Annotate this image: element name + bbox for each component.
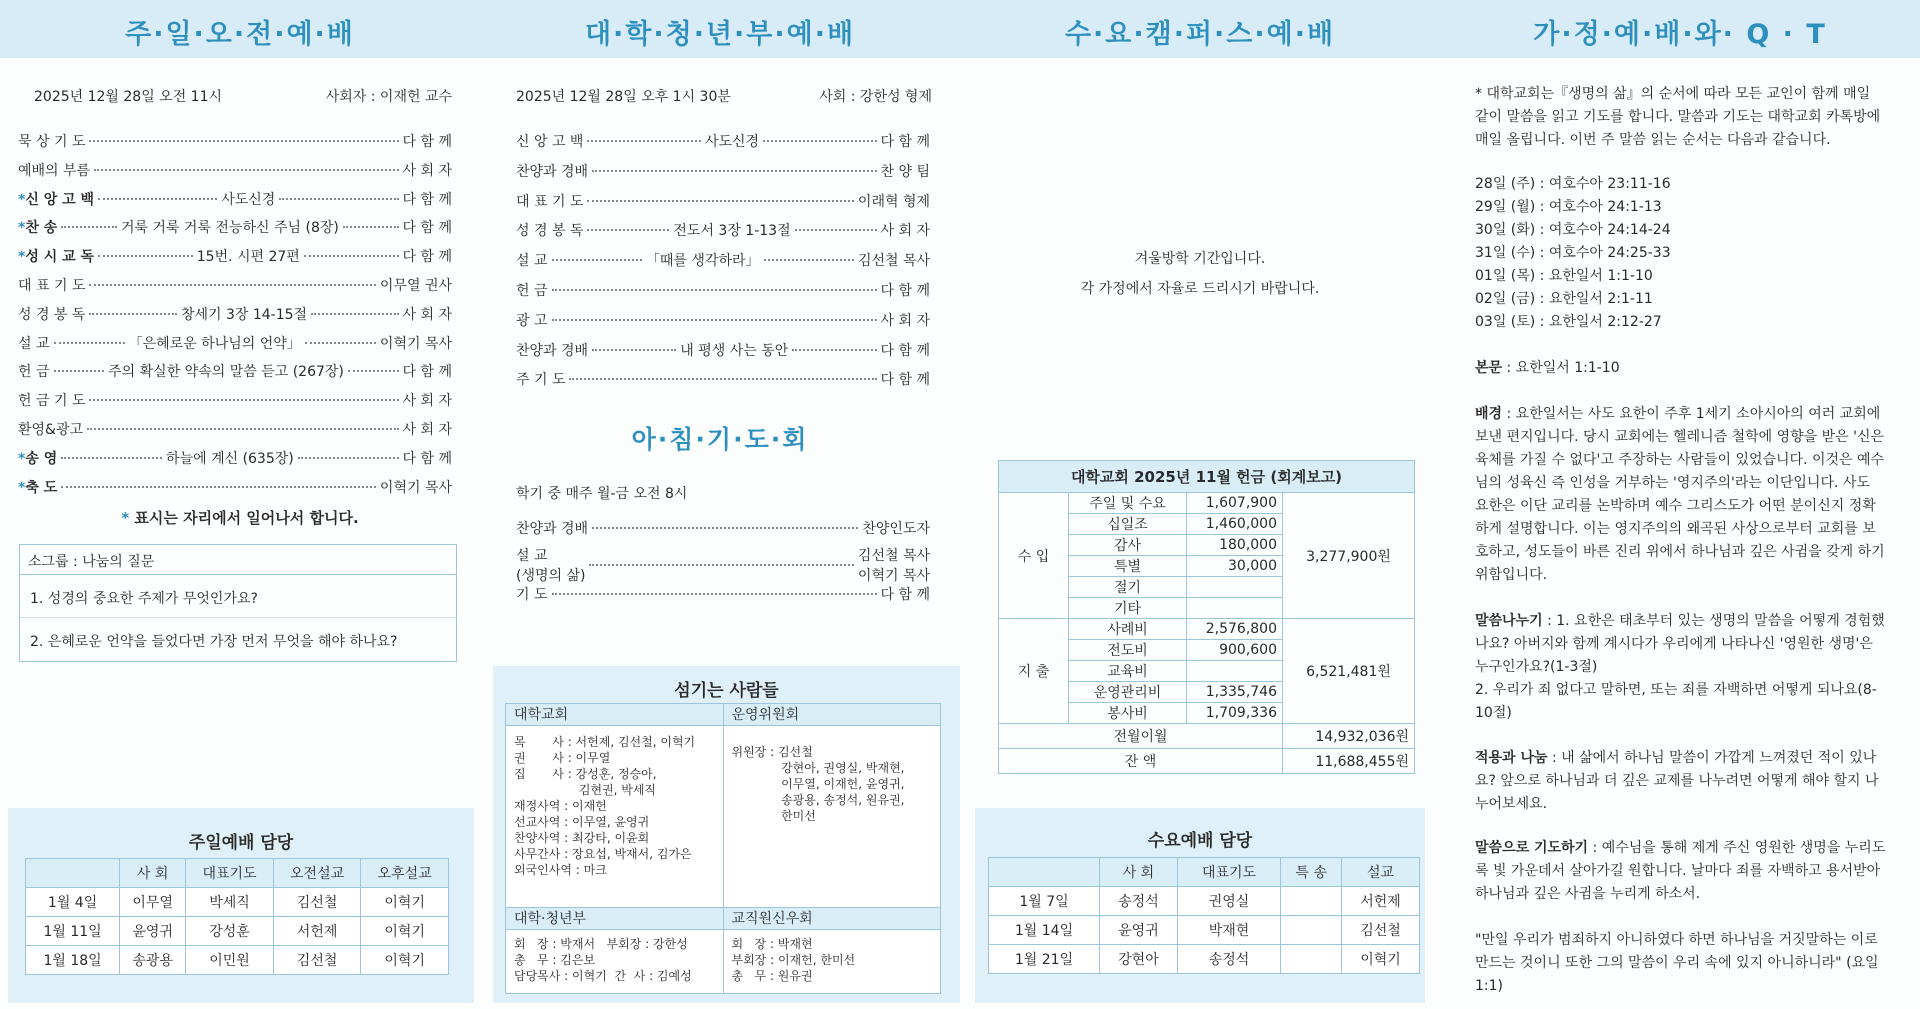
- order-label: 찬양과 경배: [516, 342, 589, 359]
- finance-title: 대학교회 2025년 11월 헌금 (회계보고): [999, 461, 1415, 493]
- order-label: [18, 217, 57, 237]
- order-row: [516, 250, 930, 270]
- order-person: 사 회 자: [880, 312, 930, 329]
- committee-list: [723, 726, 941, 908]
- leader-dots: [298, 457, 399, 459]
- finance-item-label: 십일조: [1069, 514, 1187, 535]
- prayer-label: 기 도: [516, 587, 548, 603]
- finance-item-value: 900,600: [1187, 640, 1283, 661]
- schedule-cell: 송광용: [120, 946, 186, 975]
- order-row: [18, 189, 452, 209]
- leader-dots: [552, 289, 877, 291]
- schedule-cell: 이무열: [120, 888, 186, 917]
- youth-header: 대·학·청·년·부·예·배: [584, 19, 856, 50]
- staff-line: 송광용, 송정석, 원유권,: [731, 793, 905, 807]
- reading-item: 31일 (수) : 여호수아 24:25-33: [1475, 245, 1671, 261]
- schedule-header-cell: 오전설교: [273, 859, 361, 888]
- finance-item-value: 2,576,800: [1187, 619, 1283, 640]
- stand-marker: *: [18, 220, 26, 237]
- order-label: [18, 189, 94, 209]
- order-person: 이혁기 목사: [379, 335, 452, 352]
- schedule-row: [26, 917, 449, 946]
- small-group-title: 소그룹 : 나눔의 질문: [20, 545, 456, 575]
- leader-dots: [348, 370, 399, 372]
- order-label: 헌 금: [18, 364, 50, 381]
- prayer-person: 이혁기 목사: [857, 568, 930, 584]
- reading-item: 02일 (금) : 요한일서 2:1-11: [1475, 291, 1653, 307]
- leader-dots: [569, 378, 876, 380]
- staff-line: 한미선: [731, 809, 816, 823]
- finance-item-label: 감사: [1069, 535, 1187, 556]
- leader-dots: [61, 226, 117, 228]
- staff-line: 김현권, 박세직: [514, 783, 657, 797]
- order-detail: 「때를 생각하라」: [645, 253, 760, 270]
- finance-row: [999, 724, 1415, 749]
- order-row: [18, 419, 452, 439]
- order-person: 사 회 자: [402, 306, 453, 323]
- schedule-cell: 이혁기: [361, 946, 449, 975]
- order-label: [18, 448, 57, 468]
- finance-balance-label: 잔 액: [999, 749, 1283, 774]
- leader-dots: [592, 527, 858, 529]
- order-row: [516, 310, 930, 330]
- serve-title: 섬기는 사람들: [674, 681, 779, 701]
- leader-dots: [87, 428, 399, 430]
- finance-row: [999, 749, 1415, 774]
- morning-prayer-time: 학기 중 매주 월-금 오전 8시: [516, 486, 688, 502]
- finance-section-label: 지 출: [999, 619, 1069, 724]
- qt-prayer: 말씀으로 기도하기 : 예수님을 통해 제게 주신 영원한 생명을 누리도록 빛 가운데서 살아가길 원합니다. 날마다 죄를 자백하고 용서받아 하나님과 깊은 사귐을 누리게 하소서.: [1475, 840, 1886, 902]
- schedule-cell: 이혁기: [361, 888, 449, 917]
- leader-dots: [89, 140, 398, 142]
- youth-staff-list: [506, 930, 724, 994]
- qt-sharing: 말씀나누기 : 1. 요한은 태초부터 있는 생명의 말씀을 어떻게 경험했나요? 아버지와 함께 계시다가 우리에게 나타나신 '영원한 생명'은 누구인가요?(1-3절) 2. 우리가 죄 없다고 말하면, 또는 죄를 자백하면 어떻게 되나요(8-10절): [1475, 613, 1885, 721]
- qt-background: 배경 : 요한일서는 사도 요한이 주후 1세기 소아시아의 여러 교회에 보낸 편지입니다. 당시 교회에는 헬레니즘 철학에 영향을 받은 '신은 육체를 가질 수 없다'고 주장하는 사람들이 있었습니다. 이것은 예수님의 성육신 즉 인성을 거부하는 '영지주의'라는 이단입니다. 사도 요한은 이단 교리를 논박하며 예수 그리스도가 어떤 분이신지 정확하게 설명합니다. 이는 영지주의의 왜곡된 사상으로부터 교회를 보호하고, 성도들이 바른 진리 위에서 하나님과 깊은 사귐을 갖게 하기 위함입니다.: [1475, 406, 1885, 583]
- finance-report-table: [998, 460, 1415, 774]
- leader-dots: [61, 457, 162, 459]
- small-group-question: 2. 은혜로운 언약을 들었다면 가장 먼저 무엇을 해야 하나요?: [30, 634, 398, 650]
- schedule-cell: 박재현: [1177, 916, 1280, 945]
- schedule-header-cell: 대표기도: [186, 859, 274, 888]
- finance-item-value: [1187, 577, 1283, 598]
- youth-staff-title: 대학·청년부: [506, 908, 724, 930]
- finance-item-value: 1,460,000: [1187, 514, 1283, 535]
- finance-item-value: 30,000: [1187, 556, 1283, 577]
- schedule-cell: 김선철: [273, 888, 361, 917]
- sunday-duty-title: 주일예배 담당: [188, 833, 294, 853]
- finance-section-total: 6,521,481원: [1283, 619, 1415, 724]
- staff-line: 위원장 : 김선철: [731, 745, 813, 759]
- order-row: [516, 131, 930, 151]
- small-group-question: 1. 성경의 중요한 주제가 무엇인가요?: [20, 575, 456, 618]
- schedule-header-cell: [26, 859, 120, 888]
- order-row: [18, 361, 452, 381]
- order-detail: 내 평생 사는 동안: [680, 342, 789, 359]
- leader-dots: [304, 255, 399, 257]
- vacation-notice: 겨울방학 기간입니다.: [1134, 251, 1266, 267]
- staff-line: 재정사역 : 이재헌: [514, 799, 607, 813]
- prayer-label: 찬양과 경배: [516, 521, 589, 537]
- prayer-row: [516, 584, 930, 604]
- order-row: [516, 220, 930, 240]
- schedule-row: [26, 888, 449, 917]
- staff-line: 회 장 : 박재서 부회장 : 강한성: [514, 937, 688, 951]
- order-label: 대 표 기 도: [18, 278, 86, 294]
- order-row: [516, 161, 930, 181]
- schedule-cell: 1월 14일: [989, 916, 1100, 945]
- schedule-header-row: [26, 859, 449, 888]
- youth-leader: 사회 : 강한성 형제: [819, 89, 932, 105]
- order-person: 다 함 께: [880, 372, 930, 389]
- order-row: [18, 131, 452, 151]
- order-label: 환영&광고: [18, 422, 84, 438]
- finance-carry-value: 14,932,036원: [1283, 724, 1415, 749]
- schedule-cell: 1월 4일: [26, 888, 120, 917]
- schedule-cell: 권영실: [1177, 887, 1280, 916]
- order-person: 사 회 자: [402, 393, 452, 410]
- prayer-person: 김선철 목사 이혁기 목사: [857, 548, 930, 584]
- schedule-header-cell: 사 회: [1100, 858, 1178, 887]
- order-row: [18, 246, 452, 266]
- order-row: [18, 477, 452, 497]
- order-label-text: 축 도: [25, 479, 58, 496]
- order-person: 다 함 께: [880, 342, 930, 359]
- order-detail: 거룩 거룩 거룩 전능하신 주님 (8장): [120, 220, 339, 237]
- order-label: 광 고: [516, 312, 548, 329]
- stand-marker: *: [18, 479, 26, 496]
- leader-dots: [305, 342, 376, 344]
- order-row: [18, 160, 452, 180]
- sunday-leader: 사회자 : 이재헌 교수: [325, 89, 452, 105]
- stand-marker: *: [18, 450, 26, 467]
- finance-balance-value: 11,688,455원: [1283, 749, 1415, 774]
- schedule-cell: 송정석: [1100, 887, 1178, 916]
- order-person: 사 회 자: [880, 223, 931, 240]
- order-row: [516, 340, 930, 360]
- schedule-header-cell: 오후설교: [361, 859, 449, 888]
- committee-title: 운영위원회: [723, 704, 941, 726]
- schedule-cell: 강현아: [1100, 945, 1178, 974]
- schedule-cell: 이혁기: [1342, 945, 1420, 974]
- finance-row: [999, 619, 1415, 640]
- youth-date: 2025년 12월 28일 오후 1시 30분: [516, 89, 731, 105]
- staff-line: 찬양사역 : 최강타, 이윤회: [514, 831, 650, 845]
- leader-dots: [61, 486, 376, 488]
- order-label: 설 교: [516, 253, 548, 270]
- finance-item-value: [1187, 598, 1283, 619]
- finance-item-label: 사례비: [1069, 619, 1187, 640]
- small-group-box: [19, 544, 457, 662]
- schedule-header-row: [989, 858, 1420, 887]
- morning-prayer-title: 아·침·기·도·회: [631, 425, 809, 454]
- order-person: 김선철 목사: [857, 253, 931, 270]
- wednesday-duty-title: 수요예배 담당: [1147, 831, 1253, 851]
- finance-row: [999, 493, 1415, 514]
- order-detail: 15번. 시편 27편: [196, 249, 300, 266]
- finance-section-total: 3,277,900원: [1283, 493, 1415, 619]
- schedule-cell: 이민원: [186, 946, 274, 975]
- finance-item-label: 기타: [1069, 598, 1187, 619]
- schedule-row: [989, 916, 1420, 945]
- schedule-cell: 김선철: [273, 946, 361, 975]
- finance-item-label: 절기: [1069, 577, 1187, 598]
- schedule-cell: [1281, 945, 1342, 974]
- staff-line: 권 사 : 이무열: [514, 751, 611, 765]
- order-person: 이혁기 목사: [379, 479, 452, 496]
- schedule-cell: 김선철: [1342, 916, 1420, 945]
- staff-line: 총 무 : 원유권: [731, 969, 813, 983]
- finance-title-row: [999, 461, 1415, 493]
- finance-item-label: 전도비: [1069, 640, 1187, 661]
- order-person: 다 함 께: [402, 249, 453, 266]
- leader-dots: [311, 313, 398, 315]
- stand-note: * 표시는 자리에서 일어나서 합니다.: [121, 509, 359, 527]
- order-label: 성 경 봉 독: [516, 223, 584, 240]
- prayer-label: 설 교 (생명의 삶): [516, 548, 586, 584]
- finance-item-label: 교육비: [1069, 661, 1187, 682]
- vacation-notice-sub: 각 가정에서 자율로 드리시기 바랍니다.: [1080, 281, 1320, 297]
- leader-dots: [552, 259, 642, 261]
- staff-line: 회 장 : 박재현: [731, 937, 813, 951]
- schedule-cell: 박세직: [186, 888, 274, 917]
- sunday-date: 2025년 12월 28일 오전 11시: [34, 89, 223, 105]
- finance-item-label: 주일 및 수요: [1069, 493, 1187, 514]
- finance-item-value: 1,335,746: [1187, 682, 1283, 703]
- leader-dots: [587, 229, 669, 231]
- order-detail: 창세기 3장 14-15절: [180, 306, 308, 323]
- reading-item: 28일 (주) : 여호수아 23:11-16: [1475, 176, 1671, 192]
- church-staff-list: [506, 726, 724, 908]
- schedule-cell: 윤영귀: [120, 917, 186, 946]
- qt-application: 적용과 나눔 : 내 삶에서 하나님 말씀이 가깝게 느껴졌던 적이 있나요? 앞으로 하나님과 더 깊은 교제를 나누려면 어떻게 해야 할지 나누어보세요.: [1475, 750, 1879, 812]
- schedule-cell: 송정석: [1177, 945, 1280, 974]
- schedule-cell: 1월 21일: [989, 945, 1100, 974]
- prayer-person: 다 함 께: [880, 587, 930, 603]
- leader-dots: [592, 170, 876, 172]
- finance-item-value: [1187, 661, 1283, 682]
- finance-item-label: 운영관리비: [1069, 682, 1187, 703]
- schedule-row: [989, 887, 1420, 916]
- order-label: 헌 금: [516, 283, 548, 299]
- schedule-header-cell: 설교: [1342, 858, 1420, 887]
- order-row: [18, 390, 452, 410]
- leader-dots: [587, 140, 700, 142]
- order-label-text: 성 시 교 독: [25, 249, 95, 266]
- order-label: [18, 246, 94, 266]
- order-label-text: 송 영: [25, 450, 58, 467]
- leader-dots: [764, 259, 854, 261]
- schedule-cell: 윤영귀: [1100, 916, 1178, 945]
- schedule-cell: 서헌제: [273, 917, 361, 946]
- schedule-cell: 서헌제: [1342, 887, 1420, 916]
- qt-header: 가·정·예·배·와· Q · T: [1533, 19, 1827, 50]
- order-label-text: 찬 송: [25, 220, 58, 237]
- schedule-cell: 1월 7일: [989, 887, 1100, 916]
- order-row: [18, 333, 452, 353]
- leader-dots: [792, 349, 876, 351]
- order-label: 찬양과 경배: [516, 163, 589, 180]
- order-detail: 주의 확실한 약속의 말씀 듣고 (267장): [108, 364, 344, 381]
- prayer-sublabel: (생명의 삶): [516, 568, 586, 584]
- order-detail: 사도신경: [704, 134, 760, 150]
- stand-marker: *: [18, 249, 26, 266]
- order-label-text: 신 앙 고 백: [25, 191, 95, 208]
- schedule-header-cell: 사 회: [120, 859, 186, 888]
- finance-item-label: 특별: [1069, 556, 1187, 577]
- leader-dots: [589, 564, 853, 566]
- order-person: 사 회 자: [402, 422, 452, 438]
- prayer-person: 찬양인도자: [862, 521, 930, 537]
- faculty-fellowship-title: 교직원신우회: [723, 908, 941, 930]
- order-label: 예배의 부름: [18, 162, 91, 179]
- order-label: 주 기 도: [516, 372, 566, 389]
- leader-dots: [795, 229, 877, 231]
- schedule-cell: 1월 11일: [26, 917, 120, 946]
- finance-item-value: 1,709,336: [1187, 703, 1283, 724]
- schedule-header-cell: 대표기도: [1177, 858, 1280, 887]
- finance-item-label: 봉사비: [1069, 703, 1187, 724]
- schedule-header-cell: [989, 858, 1100, 887]
- order-label: 신 앙 고 백: [516, 134, 584, 150]
- schedule-cell: [1281, 887, 1342, 916]
- finance-item-value: 1,607,900: [1187, 493, 1283, 514]
- order-label: 대 표 기 도: [516, 193, 584, 210]
- order-person: 이무열 권사: [379, 278, 452, 294]
- schedule-row: [26, 946, 449, 975]
- reading-item: 01일 (목) : 요한일서 1:1-10: [1475, 268, 1653, 284]
- serve-table: [505, 703, 941, 994]
- finance-section-label: 수 입: [999, 493, 1069, 619]
- church-staff-title: 대학교회: [506, 704, 724, 726]
- order-label: [18, 477, 57, 497]
- order-row: [18, 275, 452, 295]
- wednesday-header: 수·요·캠·퍼·스·예·배: [1064, 19, 1336, 50]
- leader-dots: [98, 198, 217, 200]
- qt-intro: * 대학교회는『생명의 삶』의 순서에 따라 모든 교인이 함께 매일 같이 말씀을 읽고 기도를 합니다. 말씀과 기도는 대학교회 카톡방에 매일 올립니다. 이번 주 말씀 읽는 순서는 다음과 같습니다.: [1475, 86, 1881, 148]
- order-label: 묵 상 기 도: [18, 134, 86, 150]
- finance-carry-label: 전월이월: [999, 724, 1283, 749]
- schedule-cell: [1281, 916, 1342, 945]
- sunday-header: 주·일·오·전·예·배: [125, 19, 355, 50]
- order-row: [516, 369, 930, 389]
- leader-dots: [98, 255, 193, 257]
- leader-dots: [89, 284, 375, 286]
- schedule-cell: 강성훈: [186, 917, 274, 946]
- staff-line: 목 사 : 서헌제, 김선철, 이혁기: [514, 735, 696, 749]
- order-row: [18, 217, 452, 237]
- sunday-duty-table: [25, 858, 449, 975]
- leader-dots: [343, 226, 399, 228]
- staff-line: 담당목사 : 이혁기 간 사 : 김예성: [514, 969, 692, 983]
- staff-line: 부회장 : 이재헌, 한미선: [731, 953, 856, 967]
- staff-line: 사무간사 : 장요섭, 박재서, 김가은: [514, 847, 692, 861]
- prayer-row: [516, 518, 930, 538]
- leader-dots: [587, 200, 853, 202]
- schedule-cell: 1월 18일: [26, 946, 120, 975]
- order-row: [516, 191, 930, 211]
- order-label: 성 경 봉 독: [18, 306, 86, 323]
- order-label: 설 교: [18, 335, 50, 352]
- stand-marker: *: [18, 191, 26, 208]
- order-row: [18, 448, 452, 468]
- order-person: 다 함 께: [402, 191, 453, 208]
- staff-line: 총 무 : 김은보: [514, 953, 596, 967]
- order-person: 다 함 께: [402, 134, 452, 150]
- schedule-row: [989, 945, 1420, 974]
- staff-line: 강현아, 권영실, 박재현,: [731, 761, 905, 775]
- leader-dots: [763, 140, 876, 142]
- reading-item: 29일 (월) : 여호수아 24:1-13: [1475, 199, 1662, 215]
- order-detail: 하늘에 계신 (635장): [166, 450, 294, 467]
- order-detail: 사도신경: [221, 191, 276, 208]
- order-row: [18, 304, 452, 324]
- staff-line: 집 사 : 강성훈, 정승아,: [514, 767, 657, 781]
- schedule-cell: 이혁기: [361, 917, 449, 946]
- qt-verse: "만일 우리가 범죄하지 아니하였다 하면 하나님을 거짓말하는 이로 만드는 것이니 또한 그의 말씀이 우리 속에 있지 아니하니라" (요일1:1): [1475, 932, 1879, 994]
- leader-dots: [552, 593, 877, 595]
- schedule-header-cell: 특 송: [1281, 858, 1342, 887]
- wednesday-duty-table: [988, 857, 1420, 974]
- order-row: [516, 280, 930, 300]
- order-detail: 「은혜로운 하나님의 언약」: [128, 335, 301, 352]
- leader-dots: [94, 169, 398, 171]
- reading-item: 30일 (화) : 여호수아 24:14-24: [1475, 222, 1671, 238]
- order-person: 다 함 께: [880, 134, 931, 150]
- order-person: 찬 양 팀: [880, 163, 930, 180]
- reading-item: 03일 (토) : 요한일서 2:12-27: [1475, 314, 1662, 330]
- order-person: 이래혁 형제: [857, 193, 930, 210]
- leader-dots: [54, 370, 105, 372]
- prayer-row: [516, 545, 930, 585]
- leader-dots: [89, 399, 398, 401]
- staff-line: 외국인사역 : 마크: [514, 863, 607, 877]
- staff-line: 선교사역 : 이무열, 윤영귀: [514, 815, 650, 829]
- leader-dots: [54, 342, 125, 344]
- order-person: 다 함 께: [402, 364, 453, 381]
- sunday-column: [0, 0, 480, 1009]
- leader-dots: [592, 349, 676, 351]
- order-person: 다 함 께: [880, 283, 930, 299]
- order-person: 사 회 자: [402, 162, 452, 179]
- leader-dots: [89, 313, 176, 315]
- qt-text: 본문 : 요한일서 1:1-10: [1475, 360, 1620, 376]
- reading-schedule: [1475, 173, 1887, 334]
- order-detail: 전도서 3장 1-13절: [673, 223, 791, 240]
- staff-line: 이무열, 이재헌, 윤영귀,: [731, 777, 905, 791]
- order-label: 헌 금 기 도: [18, 393, 86, 410]
- order-person: 다 함 께: [402, 450, 453, 467]
- order-person: 다 함 께: [402, 220, 452, 237]
- leader-dots: [552, 319, 877, 321]
- leader-dots: [279, 198, 398, 200]
- finance-item-value: 180,000: [1187, 535, 1283, 556]
- faculty-fellowship-list: [723, 930, 941, 994]
